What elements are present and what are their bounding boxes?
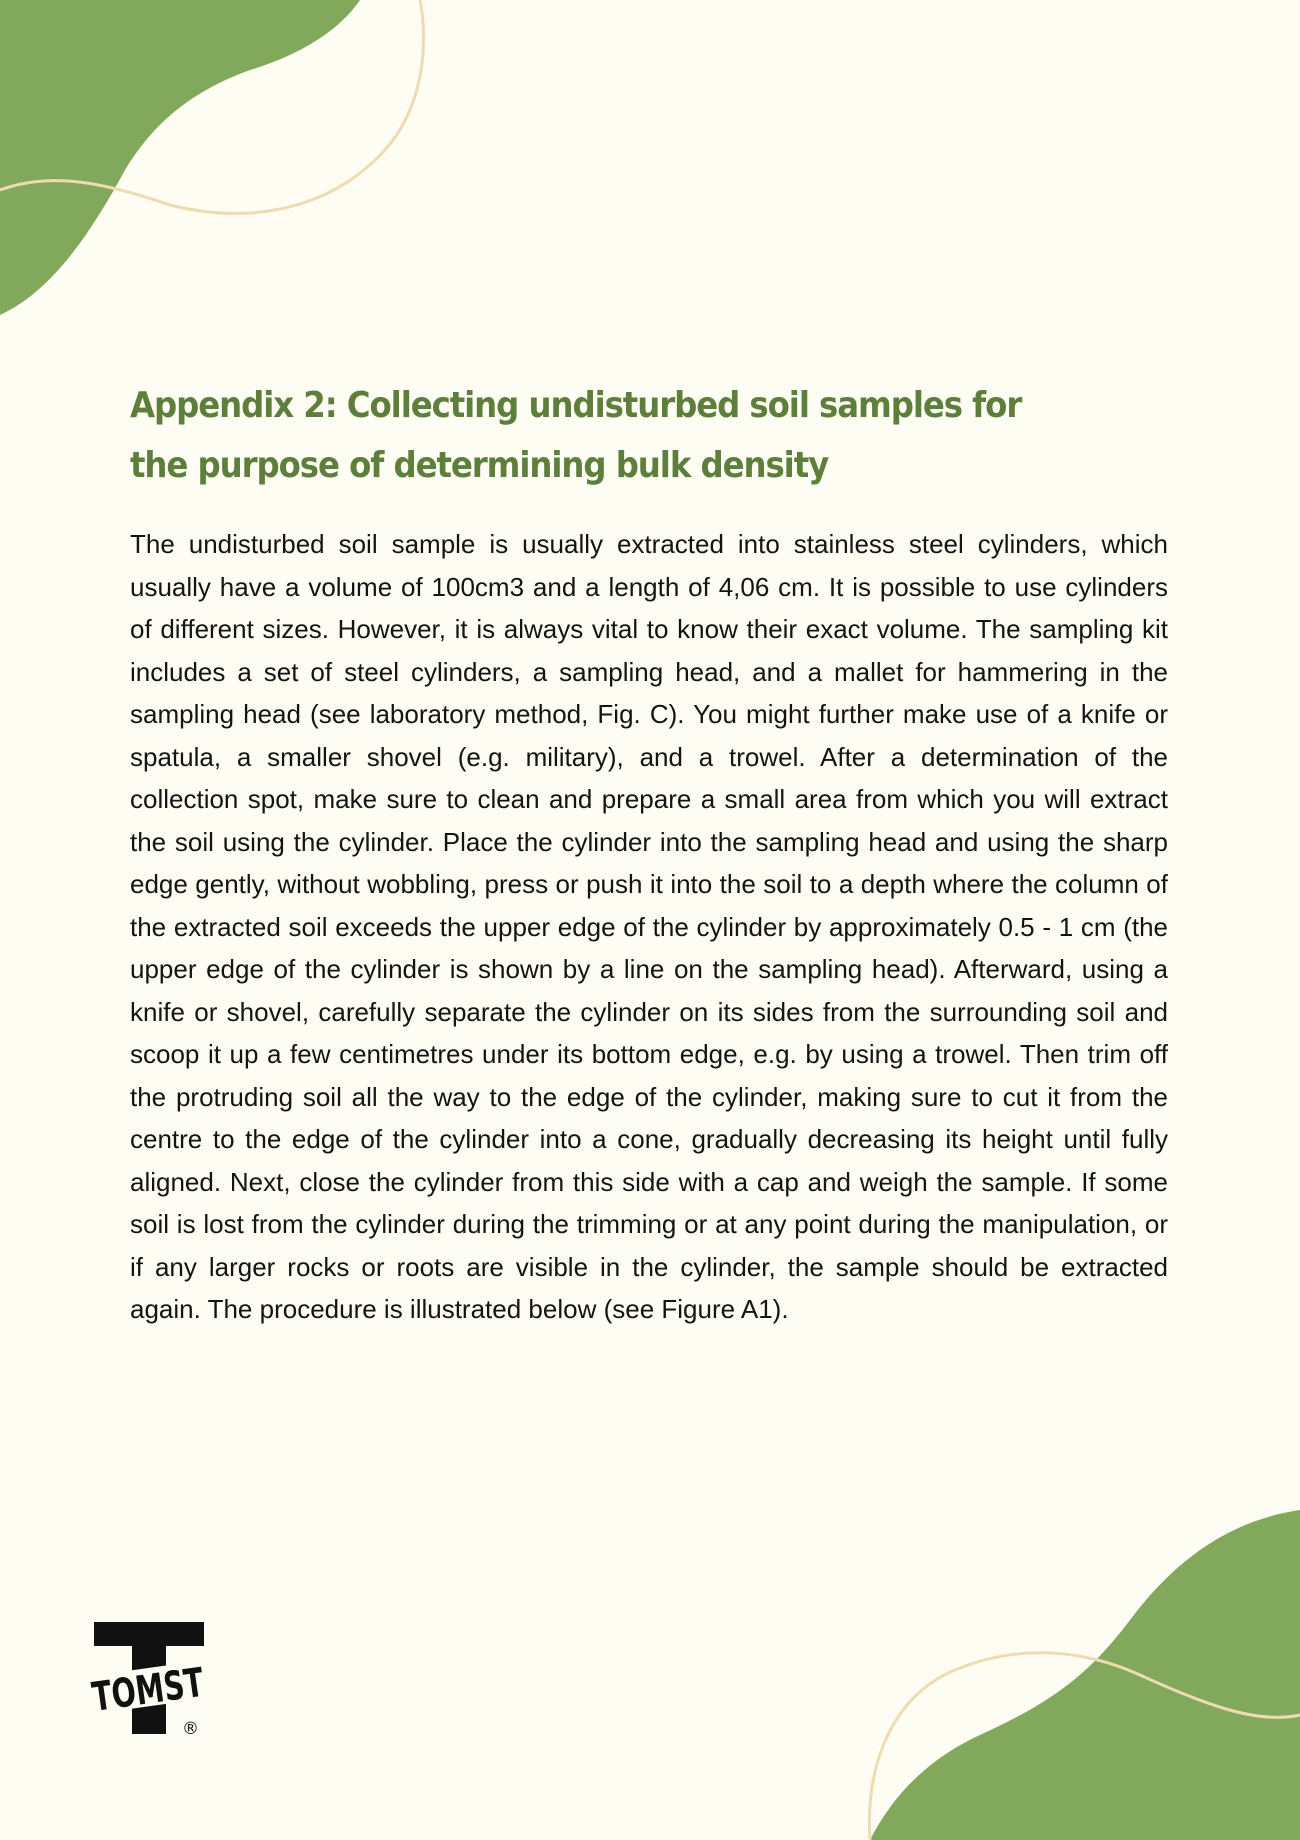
- top-left-wave-decoration: [0, 0, 470, 330]
- registered-mark: ®: [182, 1719, 199, 1739]
- bottom-right-wave-decoration: [870, 1510, 1300, 1840]
- body-paragraph: The undisturbed soil sample is usually extracted into stainless steel cylinders, which usually have a volume of 100cm3 and a length of 4,06 cm. It is possible to use cylinders of different sizes. However, it is always vital to know their exact volume. The sampling kit includes a set of steel cylinders, a sampling head, and a mallet for hammering in the sampling head (see laboratory method, Fig. C). You might further make use of a knife or spatula, a smaller shovel (e.g. military), and a trowel. After a determination of the collection spot, make sure to clean and prepare a small area from which you will extract the soil using the cylinder. Place the cylinder into the sampling head and using the sharp edge gently, without wobbling, press or push it into the soil to a depth where the column of the extracted soil exceeds the upper edge of the cylinder by approximately 0.5 - 1 cm (the upper edge of the cylinder is shown by a line on the sampling head). Afterward, using a knife or shovel, carefully separate the cylinder on its sides from the surrounding soil and scoop it up a few centimetres under its bottom edge, e.g. by using a trowel. Then trim off the protruding soil all the way to the edge of the cylinder, making sure to cut it from the centre to the edge of the cylinder into a cone, gradually decreasing its height until fully aligned. Next, close the cylinder from this side with a cap and weigh the sample. If some soil is lost from the cylinder during the trimming or at any point during the manipulation, or if any larger rocks or roots are visible in the cylinder, the sample should be extracted again. The procedure is illustrated below (see Figure A1).: [130, 529, 1168, 1324]
- heading-line-2: the purpose of determining bulk density: [130, 445, 829, 486]
- appendix-heading: [130, 376, 1084, 496]
- tomst-logo-icon: [89, 1620, 252, 1740]
- logo-wordmark: TOMST: [89, 1653, 252, 1721]
- heading-line-1: Appendix 2: Collecting undisturbed soil samples for: [130, 385, 1022, 426]
